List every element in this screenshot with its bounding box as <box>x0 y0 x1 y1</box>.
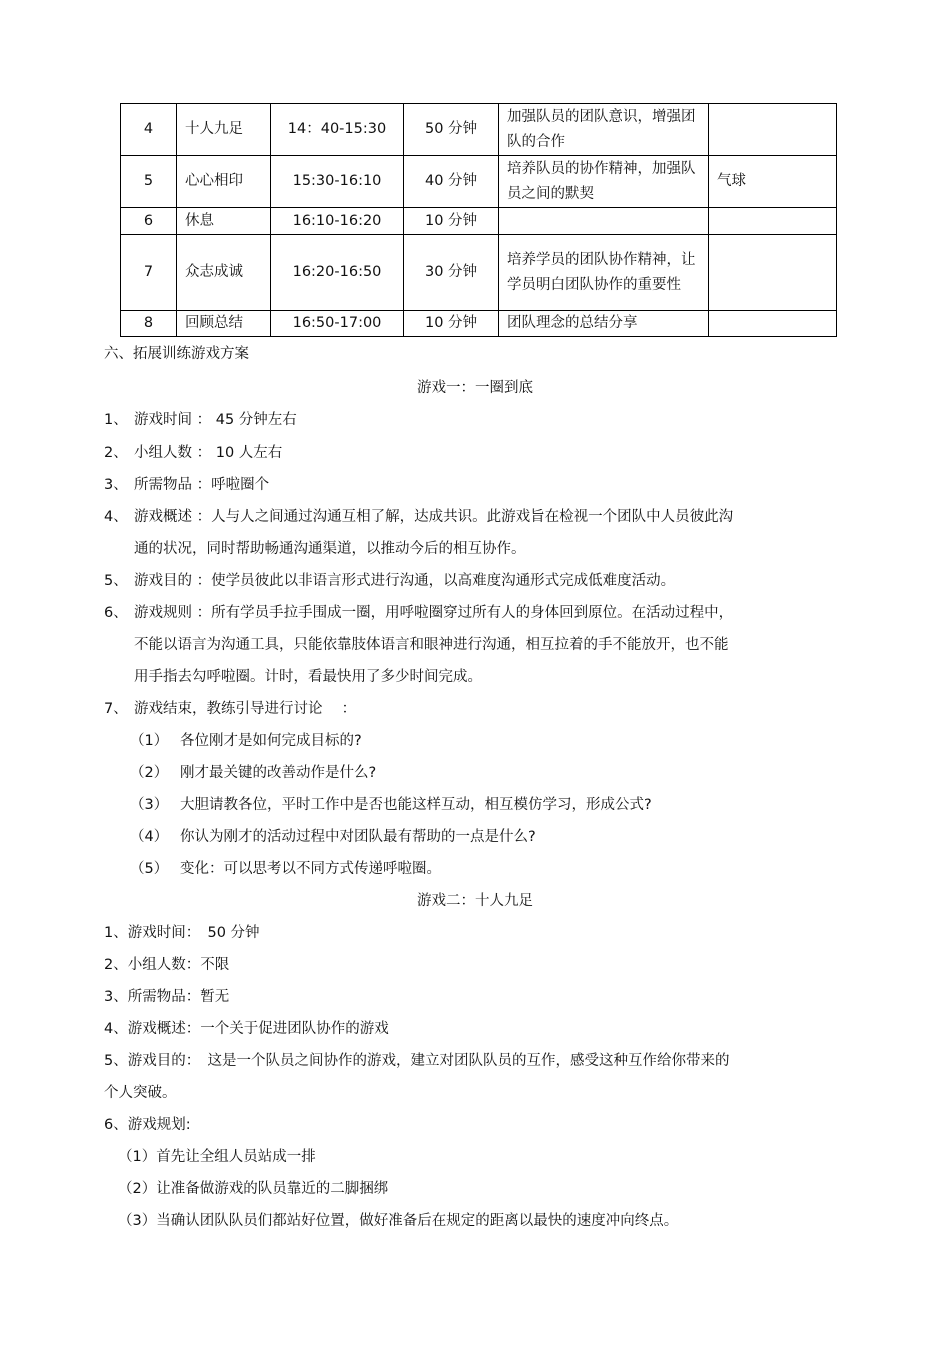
duration: 40 分钟 <box>404 156 499 208</box>
game1-item-continuation: 通的状况，同时帮助畅通沟通渠道，以推动今后的相互协作。 <box>134 541 526 557</box>
game2-item: 2、小组人数：不限 <box>104 957 230 973</box>
row-number: 5 <box>121 156 177 208</box>
time-range: 16:20-16:50 <box>271 235 404 311</box>
purpose: 培养学员的团队协作精神，让学员明白团队协作的重要性 <box>499 235 709 311</box>
game1-item <box>104 571 675 591</box>
game2-step: （1）首先让全组人员站成一排 <box>118 1149 316 1165</box>
duration: 30 分钟 <box>404 235 499 311</box>
item-text: 小组人数 ： 10 人左右 <box>134 445 283 461</box>
schedule-table <box>120 103 837 337</box>
purpose: 培养队员的协作精神，加强队员之间的默契 <box>499 156 709 208</box>
materials: 气球 <box>709 156 837 208</box>
table-row <box>121 156 837 208</box>
row-number: 4 <box>121 104 177 156</box>
question-number: （1） <box>130 733 169 749</box>
question-text: 你认为刚才的活动过程中对团队最有帮助的一点是什么? <box>180 829 536 845</box>
question-text: 变化：可以思考以不同方式传递呼啦圈。 <box>180 861 441 877</box>
activity-name: 休息 <box>177 208 271 235</box>
materials <box>709 104 837 156</box>
row-number: 7 <box>121 235 177 311</box>
question-text: 大胆请教各位，平时工作中是否也能这样互动，相互模仿学习，形成公式? <box>180 797 652 813</box>
discussion-question <box>130 795 652 815</box>
game2-item: 3、所需物品：暂无 <box>104 989 230 1005</box>
question-number: （2） <box>130 765 169 781</box>
discussion-question <box>130 859 441 879</box>
time-range: 16:10-16:20 <box>271 208 404 235</box>
row-number: 8 <box>121 311 177 337</box>
discussion-question <box>130 827 536 847</box>
item-number: 6、 <box>104 605 128 621</box>
item-number: 5、 <box>104 573 128 589</box>
game1-item <box>104 443 282 463</box>
game1-item <box>104 699 356 719</box>
game2-item: 6、游戏规划: <box>104 1117 191 1133</box>
game2-item: 4、游戏概述：一个关于促进团队协作的游戏 <box>104 1021 389 1037</box>
duration: 50 分钟 <box>404 104 499 156</box>
materials <box>709 311 837 337</box>
discussion-question <box>130 763 376 783</box>
duration: 10 分钟 <box>404 311 499 337</box>
purpose: 团队理念的总结分享 <box>499 311 709 337</box>
game1-title: 游戏一：一圈到底 <box>417 380 533 396</box>
game1-item <box>104 475 269 495</box>
item-text: 游戏时间 ： 45 分钟左右 <box>134 412 297 428</box>
discussion-question <box>130 731 362 751</box>
game1-item <box>104 603 733 623</box>
question-text: 各位刚才是如何完成目标的? <box>180 733 362 749</box>
row-number: 6 <box>121 208 177 235</box>
table-row <box>121 235 837 311</box>
activity-name: 心心相印 <box>177 156 271 208</box>
question-number: （3） <box>130 797 169 813</box>
materials <box>709 235 837 311</box>
purpose <box>499 208 709 235</box>
materials <box>709 208 837 235</box>
activity-name: 十人九足 <box>177 104 271 156</box>
game2-item: 1、游戏时间： 50 分钟 <box>104 925 260 941</box>
item-text: 游戏概述 ：人与人之间通过沟通互相了解，达成共识。此游戏旨在检视一个团队中人员彼此沟 <box>134 509 734 525</box>
item-number: 7、 <box>104 701 128 717</box>
game2-item: 5、游戏目的： 这是一个队员之间协作的游戏，建立对团队队员的互作，感受这种互作给你带来的 <box>104 1053 730 1069</box>
item-text: 所需物品 ：呼啦圈个 <box>134 477 270 493</box>
question-number: （5） <box>130 861 169 877</box>
item-number: 2、 <box>104 445 128 461</box>
item-text: 游戏结束，教练引导进行讨论 ： <box>134 701 357 717</box>
game2-step: （3）当确认团队队员们都站好位置，做好准备后在规定的距离以最快的速度冲向终点。 <box>118 1213 679 1229</box>
game1-item-continuation: 用手指去勾呼啦圈。计时，看最快用了多少时间完成。 <box>134 669 482 685</box>
game1-item <box>104 410 297 430</box>
item-number: 4、 <box>104 509 128 525</box>
activity-name: 回顾总结 <box>177 311 271 337</box>
item-number: 1、 <box>104 412 128 428</box>
purpose: 加强队员的团队意识，增强团队的合作 <box>499 104 709 156</box>
time-range: 14：40-15:30 <box>271 104 404 156</box>
section-heading: 六、拓展训练游戏方案 <box>104 346 249 362</box>
game1-item <box>104 507 733 527</box>
activity-name: 众志成诚 <box>177 235 271 311</box>
table-row <box>121 104 837 156</box>
table-row <box>121 208 837 235</box>
item-number: 3、 <box>104 477 128 493</box>
game2-title: 游戏二：十人九足 <box>417 893 533 909</box>
item-text: 游戏规则 ：所有学员手拉手围成一圈，用呼啦圈穿过所有人的身体回到原位。在活动过程中， <box>134 605 734 621</box>
time-range: 16:50-17:00 <box>271 311 404 337</box>
game2-step: （2）让准备做游戏的队员靠近的二脚捆绑 <box>118 1181 389 1197</box>
item-text: 游戏目的 ：使学员彼此以非语言形式进行沟通，以高难度沟通形式完成低难度活动。 <box>134 573 676 589</box>
question-number: （4） <box>130 829 169 845</box>
duration: 10 分钟 <box>404 208 499 235</box>
game2-item-continuation: 个人突破。 <box>104 1085 177 1101</box>
game1-item-continuation: 不能以语言为沟通工具，只能依靠肢体语言和眼神进行沟通，相互拉着的手不能放开，也不能 <box>134 637 729 653</box>
table-row <box>121 311 837 337</box>
time-range: 15:30-16:10 <box>271 156 404 208</box>
question-text: 刚才最关键的改善动作是什么? <box>180 765 377 781</box>
